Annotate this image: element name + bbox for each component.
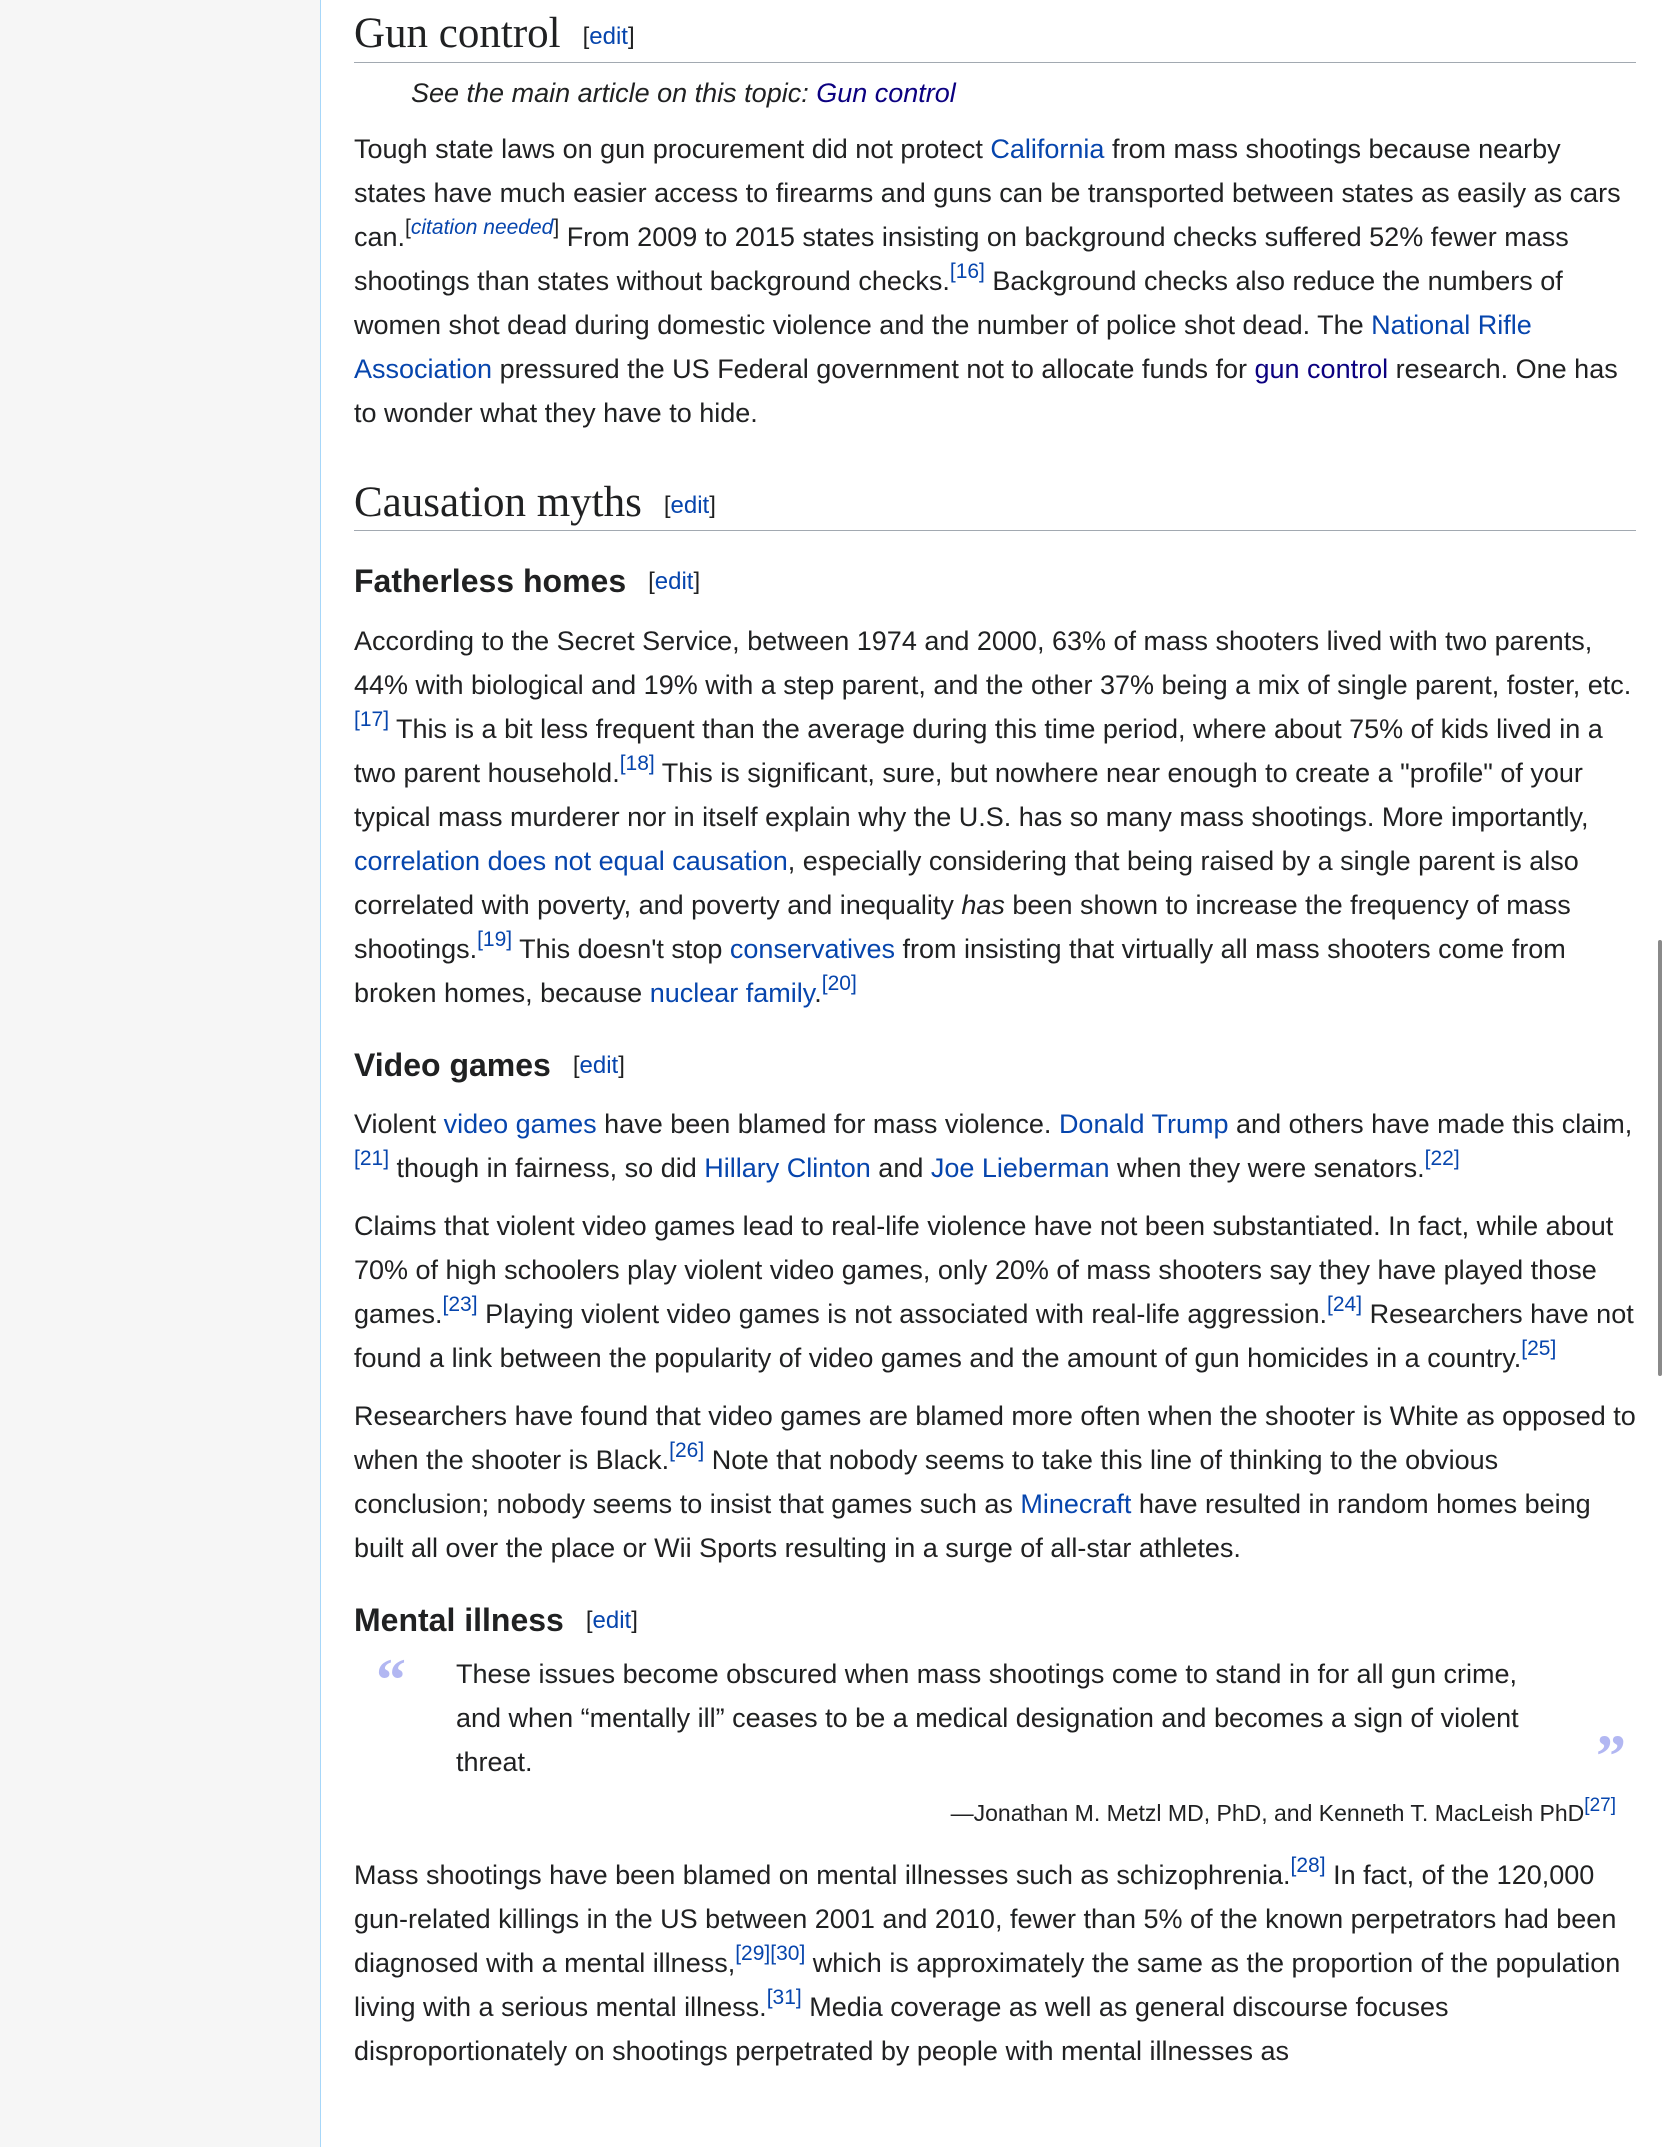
ref-30[interactable]: [30] xyxy=(770,1941,806,1965)
paragraph-fatherless-homes: According to the Secret Service, between 1974 and 2000, 63% of mass shooters lived with two parents, 44% with biological and 19% with a step parent, and the other 37% being a mix of single parent, foster, etc.[17] This is a bit less frequent than the average during this time period, where about 75% of kids lived in a two parent household.[18] This is significant, sure, but nowhere near enough to create a "profile" of your typical mass murderer nor in itself explain why the U.S. has so many mass shootings. More importantly, correlation does not equal causation, especially considering that being raised by a single parent is also correlated with poverty, and poverty and inequality has been shown to increase the frequency of mass shootings.[19] This doesn't stop conservatives from insisting that virtually all mass shooters come from broken homes, because nuclear family.[20] xyxy=(354,625,1632,1008)
paragraph-video-games-3: Researchers have found that video games are blamed more often when the shooter is White as opposed to when the shooter is Black.[26] Note that nobody seems to take this line of thinking to the obvious conclusion; nobody seems to insist that games such as Minecraft have resulted in random homes being built all over the place or Wii Sports resulting in a surge of all-star athletes. xyxy=(354,1401,1636,1564)
hatnote xyxy=(411,71,1636,115)
edit-link[interactable]: edit xyxy=(654,568,694,596)
link-correlation-causation[interactable]: correlation does not equal causation xyxy=(354,845,788,876)
ref-23[interactable]: [23] xyxy=(442,1293,478,1317)
close-quote-icon: ” xyxy=(1596,1722,1626,1789)
quote-attribution: —Jonathan M. Metzl MD, PhD, and Kenneth T. MacLeish PhD[27] xyxy=(950,1794,1616,1826)
ref-31[interactable]: [31] xyxy=(766,1985,802,2009)
edit-section-fatherless: [edit] xyxy=(648,568,701,596)
paragraph-video-games-2: Claims that violent video games lead to real-life violence have not been substantiated. In fact, while about 70% of high schoolers play violent video games, only 20% of mass shooters say they have played those games.[23] Playing violent video games is not associated with real-life aggression.[24] Researchers have not found a link between the popularity of video games and the amount of gun homicides in a country.[25] xyxy=(354,1211,1634,1374)
heading-text: Mental illness xyxy=(354,1602,564,1639)
paragraph-gun-control: Tough state laws on gun procurement did not protect California from mass shootings because nearby states have much easier access to firearms and guns can be transported between states as easily as cars can.[citation needed] From 2009 to 2015 states insisting on background checks suffered 52% fewer mass shootings than states without background checks.[16] Background checks also reduce the numbers of women shot dead during domestic violence and the number of police shot dead. The National Rifle Association pressured the US Federal government not to allocate funds for gun control research. One has to wonder what they have to hide. xyxy=(354,133,1621,428)
link-nuclear-family[interactable]: nuclear family xyxy=(649,977,815,1008)
link-joe-lieberman[interactable]: Joe Lieberman xyxy=(930,1153,1110,1184)
link-conservatives[interactable]: conservatives xyxy=(729,933,895,964)
citation-needed: [citation needed] xyxy=(405,215,560,239)
heading-text: Gun control xyxy=(354,10,561,57)
paragraph-mental-illness: Mass shootings have been blamed on mental illnesses such as schizophrenia.[28] In fact, of the 120,000 gun-related killings in the US between 2001 and 2010, fewer than 5% of the known perpetrators had been diagnosed with a mental illness,[29][30] which is approximately the same as the proportion of the population living with a serious mental illness.[31] Media coverage as well as general discourse focuses disproportionately on shootings perpetrated by people with mental illnesses as xyxy=(354,1853,1621,2066)
heading-text: Video games xyxy=(354,1046,551,1083)
ref-19[interactable]: [19] xyxy=(477,927,513,951)
ref-29[interactable]: [29] xyxy=(735,1941,771,1965)
article-content xyxy=(320,0,1668,2147)
edit-link[interactable]: edit xyxy=(670,491,710,519)
ref-25[interactable]: [25] xyxy=(1521,1337,1557,1361)
link-donald-trump[interactable]: Donald Trump xyxy=(1058,1109,1229,1140)
ref-21[interactable]: [21] xyxy=(354,1147,390,1171)
ref-16[interactable]: [16] xyxy=(949,259,985,283)
edit-link[interactable]: edit xyxy=(592,1607,632,1635)
ref-20[interactable]: [20] xyxy=(821,971,857,995)
ref-17[interactable]: [17] xyxy=(354,707,390,731)
hatnote-prefix: See the main article on this topic: xyxy=(411,77,817,108)
quote-text: These issues become obscured when mass shootings come to stand in for all gun crime, and when “mentally ill” ceases to be a medical designation and becomes a sign of violent threat. xyxy=(456,1658,1519,1777)
heading-text: Causation myths xyxy=(354,478,642,526)
subheading-video-games xyxy=(354,1045,1636,1087)
hatnote-link-gun-control[interactable]: Gun control xyxy=(816,77,956,108)
scrollbar-thumb[interactable] xyxy=(1658,940,1662,1376)
link-video-games[interactable]: video games xyxy=(443,1109,597,1140)
ref-22[interactable]: [22] xyxy=(1424,1147,1460,1171)
open-quote-icon: “ xyxy=(376,1646,406,1713)
ref-26[interactable]: [26] xyxy=(669,1439,705,1463)
ref-24[interactable]: [24] xyxy=(1327,1293,1363,1317)
edit-section-mental-illness: [edit] xyxy=(585,1607,638,1635)
edit-link[interactable]: edit xyxy=(579,1051,619,1079)
ref-18[interactable]: [18] xyxy=(619,751,655,775)
blockquote xyxy=(354,1646,1636,1827)
subheading-mental-illness xyxy=(354,1600,1636,1642)
edit-link[interactable]: edit xyxy=(589,23,628,50)
paragraph-video-games-1: Violent video games have been blamed for mass violence. Donald Trump and others have made this claim,[21] though in fairness, so did Hillary Clinton and Joe Lieberman when they were senators.[22] xyxy=(354,1109,1633,1184)
section-heading-gun-control xyxy=(354,0,1636,63)
link-gun-control[interactable]: gun control xyxy=(1254,353,1389,384)
edit-section-gun-control: [edit] xyxy=(582,23,635,50)
ref-28[interactable]: [28] xyxy=(1290,1853,1326,1877)
ref-27[interactable]: [27] xyxy=(1584,1794,1616,1816)
section-heading-causation-myths xyxy=(354,465,1636,532)
link-nra[interactable]: National Rifle Association xyxy=(354,309,1532,384)
link-california[interactable]: California xyxy=(990,133,1105,164)
link-minecraft[interactable]: Minecraft xyxy=(1020,1489,1132,1520)
edit-section-causation: [edit] xyxy=(663,491,716,519)
link-hillary-clinton[interactable]: Hillary Clinton xyxy=(704,1153,871,1184)
edit-section-video-games: [edit] xyxy=(572,1051,625,1079)
subheading-fatherless-homes xyxy=(354,561,1636,603)
heading-text: Fatherless homes xyxy=(354,563,627,600)
citation-needed-link[interactable]: citation needed xyxy=(410,215,554,239)
